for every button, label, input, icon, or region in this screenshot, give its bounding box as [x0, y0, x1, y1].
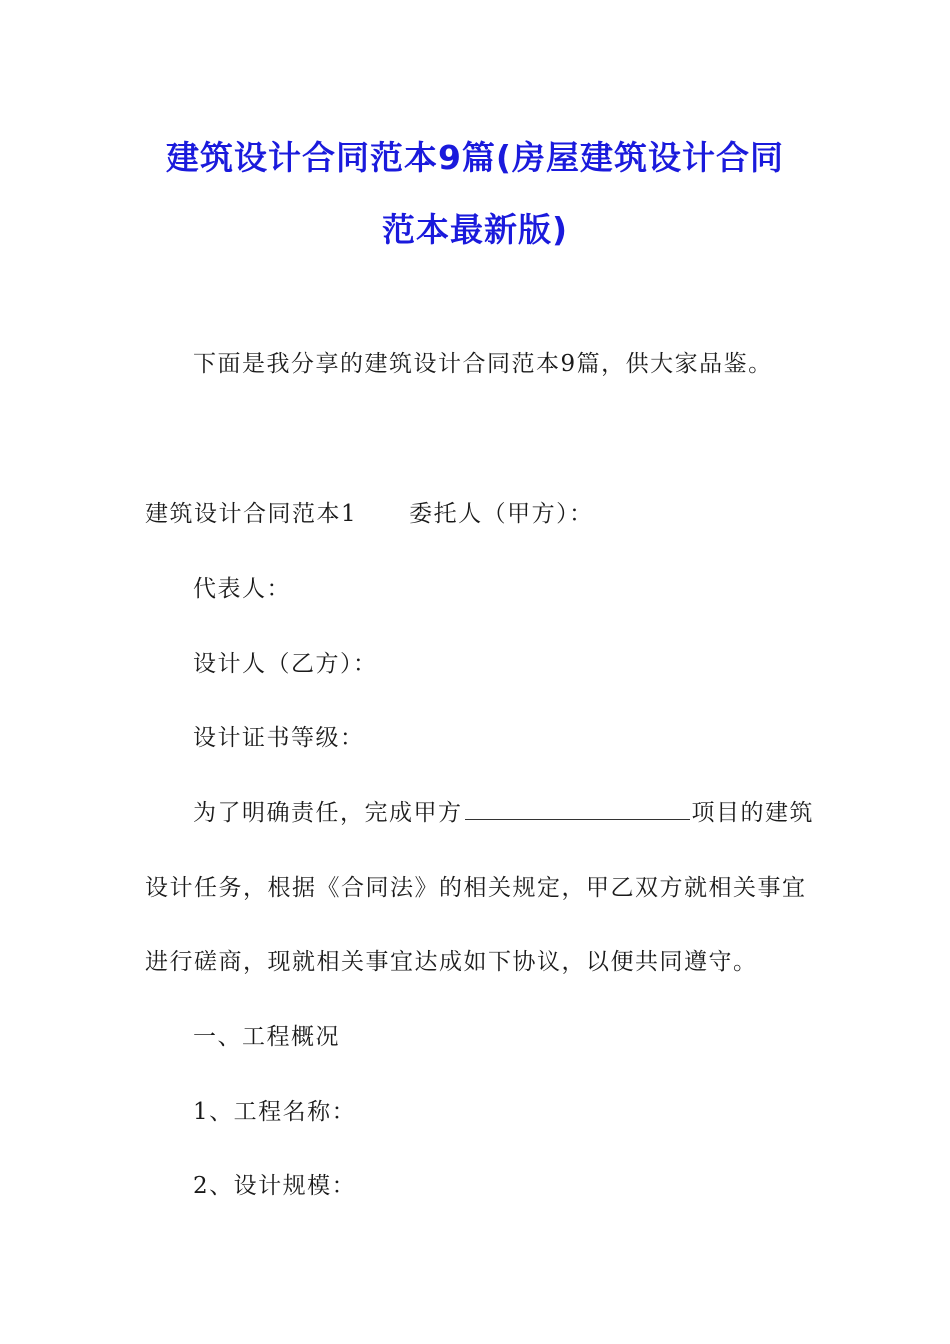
principal-label: 委托人（甲方）：: [409, 501, 594, 527]
paragraph-part-2: 项目的建筑: [691, 800, 814, 826]
document-title-line-1: 建筑设计合同范本9篇(房屋建筑设计合同: [165, 138, 785, 177]
section-heading: 建筑设计合同范本1: [145, 501, 358, 527]
section-heading-row: [145, 495, 594, 528]
paragraph-line-1: [193, 794, 814, 827]
clause-project-name: 1、工程名称：: [193, 1099, 357, 1125]
designer-label: 设计人（乙方）：: [193, 651, 378, 677]
clause-overview: 一、工程概况: [193, 1024, 340, 1050]
intro-text: 下面是我分享的建筑设计合同范本9篇，供大家品鉴。: [193, 351, 773, 377]
paragraph-line-3: 进行磋商，现就相关事宜达成如下协议，以便共同遵守。: [145, 949, 758, 975]
project-name-blank: [465, 799, 690, 820]
representative-label: 代表人：: [193, 576, 291, 602]
document-title-line-2: 范本最新版): [381, 210, 569, 249]
certificate-label: 设计证书等级：: [193, 725, 365, 751]
clause-design-scale: 2、设计规模：: [193, 1173, 357, 1199]
paragraph-line-2: 设计任务，根据《合同法》的相关规定，甲乙双方就相关事宜: [145, 875, 807, 901]
paragraph-part-1: 为了明确责任，完成甲方: [193, 800, 463, 826]
